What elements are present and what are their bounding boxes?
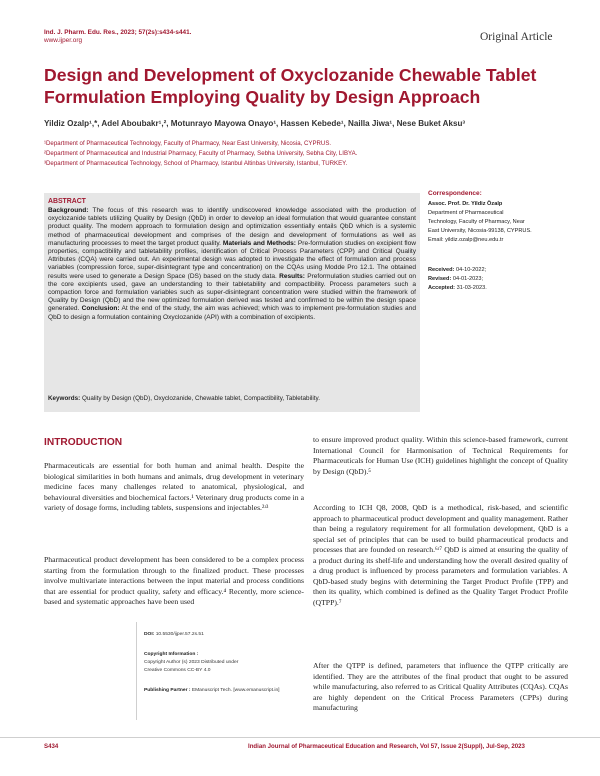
introduction-heading: INTRODUCTION — [44, 437, 123, 448]
keywords-label: Keywords: — [48, 395, 81, 402]
correspondence-email[interactable]: Email: yildiz.ozalp@neu.edu.tr — [428, 237, 504, 244]
article-dates — [428, 266, 568, 293]
correspondence-line-3: East University, Nicosia-99138, CYPRUS. — [428, 228, 532, 235]
title-line-1: Design and Development of Oxyclozanide Chewable Tablet — [44, 65, 537, 85]
article-type: Original Article — [480, 31, 553, 43]
page-number: S434 — [44, 743, 59, 750]
intro-paragraph-2: Pharmaceutical product development has been considered to be a complex process starting from the formulation through to the finalized product. These processes involve multivariate interactions between the input material and process conditions that are essential for product quality, safety and efficacy.⁴ Recently, more science-based and systematic approaches have been used — [44, 555, 304, 606]
footer-journal: Indian Journal of Pharmaceutical Education and Research, Vol 57, Issue 2(Suppl), Jul-Sep, 2023 — [248, 743, 525, 750]
doi-link[interactable]: 10.5530/ijper.57.2s.51 — [155, 632, 204, 637]
intro-paragraph-1: Pharmaceuticals are essential for both human and animal health. Despite the biological similarities in both humans and animals, drug development in veterinary medicine faces many challenges related to anatomical, physiological, and behavioural diversities and biochemical factors.¹ Veterinary drug products come in a variety of dosage forms, including tablets, suspensions and injectables.²ʴ³ — [44, 461, 304, 512]
affiliation-1: ¹Department of Pharmaceutical Technology, Faculty of Pharmacy, Near East University, Nicosia, CYPRUS. — [44, 140, 332, 147]
conclusion-text: At the end of the study, the aim was achieved; which was to implement pre-formulation studies and QbD to design a formulation containing Oxyclozanide (API) with a combination of excipients. — [48, 305, 416, 321]
keywords-text: Quality by Design (QbD), Oxyclozanide, Chewable tablet, Compactibility, Tabletability. — [81, 395, 320, 402]
intro-paragraph-5: After the QTPP is defined, parameters that influence the QTPP critically are identified. They are the attributes of the final product that ought to be assured while manufacturing, also referred to as Critical Quality Attributes (CQAs). CQAs are highly dependent on the Critical Process Parameters (CPPs) during manufacturing — [313, 661, 568, 712]
received-date: Received: 04-10-2022; — [428, 267, 487, 273]
correspondence-name: Assoc. Prof. Dr. Yildiz Özalp — [428, 201, 503, 207]
keywords — [48, 395, 416, 402]
correspondence-heading: Correspondence: — [428, 190, 482, 197]
conclusion-label: Conclusion: — [81, 305, 120, 313]
correspondence-line-1: Department of Pharmaceutical — [428, 210, 504, 217]
author-list: Yildiz Ozalp¹,*, Adel Aboubakr¹,², Motunrayo Mayowa Onayo¹, Hassen Kebede¹, Nailla Jiwa¹, Nese Buket Aksu³ — [44, 119, 466, 128]
background-label: Background: — [48, 207, 89, 214]
methods-label: Materials and Methods: — [222, 239, 296, 247]
intro-paragraph-4: According to ICH Q8, 2008, QbD is a methodical, risk-based, and scientific approach to pharmaceutical product development and quality management. Rather than being a regulatory requirement for all formulation development, QbD is a special set of principles that can be used to build pharmaceutical products and processes that are founded on research.⁶ʴ⁷ QbD is aimed at ensuring the quality of a product during its shelf-life and understanding how the overall desired quality of a drug product is influenced by process parameters and formulation variables. A QbD-based study begins with determining the Target Product Profile (TPP) and then its quality, which combined is defined as the Quality Target Product Profile (QTPP).⁷ — [313, 503, 568, 607]
journal-citation — [44, 29, 191, 45]
doi-line: DOI: 10.5530/ijper.57.2s.51 — [144, 632, 204, 637]
title-line-2: Formulation Employing Quality by Design Approach — [44, 87, 481, 107]
affiliation-2: ²Department of Pharmaceutical and Industrial Pharmacy, Faculty of Pharmacy, Sebha University, Sebha City, LIBYA. — [44, 150, 358, 157]
footer-divider — [0, 737, 600, 738]
revised-date: Revised: 04-01-2023; — [428, 276, 484, 283]
correspondence-block — [428, 200, 568, 245]
copyright-text: Copyright Author (s) 2023 Distributed under — [144, 660, 239, 665]
journal-citation-text: Ind. J. Pharm. Edu. Res., 2023; 57(2s):s434-s441. — [44, 29, 192, 36]
article-title — [44, 64, 564, 108]
accepted-date: Accepted: 31-03-2023. — [428, 285, 487, 292]
results-text: Preformulation studies carried out on the core excipients used, gave an understanding to their tabletability and compactibility. Process parameters such a compaction force and formulation variables such as super-disintegrant concentration were studied within the framework of Quality by Design (QbD) and the new optimized formulation derived was tested and confirmed to be within the design space generated. — [48, 272, 416, 313]
methods-text: Pre-formulation studies on excipient flow properties, compactibility and tabletability profiles, identification of Critical Process Parameters (CPP) and Critical Quality Attributes (CQA) were carried out. An experimental design was adopted to investigate the effect of formulation and process variables (compression force, super-disintegrant type and concentration) on the CQAs using Modde Pro 12.1. The obtained results were used to generate a Design Space (DS) based on the study data. — [48, 239, 416, 280]
abstract-heading: ABSTRACT — [48, 198, 86, 205]
publisher-line: Publishing Partner : EManuscript Tech. [www.emanuscript.in] — [144, 688, 280, 693]
results-label: Results: — [279, 272, 305, 280]
abstract-body — [48, 207, 416, 322]
background-text: The focus of this research was to identify undiscovered knowledge associated with the production of oxyclozanide tablets utilizing Quality by Design (QbD) in order to develop an ideal formulation that would guarantee constant product quality. The modern approach to formulation design and optimization essentially entails QbD which is a systemic method of pharmaceutical development and comprises of the design and development of formulations as well as manufacturing processes to meet the target product quality. — [48, 207, 416, 247]
affiliation-3: ³Department of Pharmaceutical Technology, School of Pharmacy, Istanbul Altinbas University, Istanbul, TURKEY. — [44, 160, 348, 167]
copyright-label: Copyright Information : — [144, 652, 199, 657]
journal-website[interactable]: www.ijper.org — [44, 37, 83, 44]
license-text: Creative Commons CC-BY 4.0 — [144, 668, 211, 673]
correspondence-line-2: Technology, Faculty of Pharmacy, Near — [428, 219, 525, 226]
intro-paragraph-3: to ensure improved product quality. Within this science-based framework, current International Council for Harmonisation of Technical Requirements for Pharmaceuticals for Human Use (ICH) guidelines highlight the concept of Quality by Design (QbD).⁵ — [313, 435, 568, 476]
